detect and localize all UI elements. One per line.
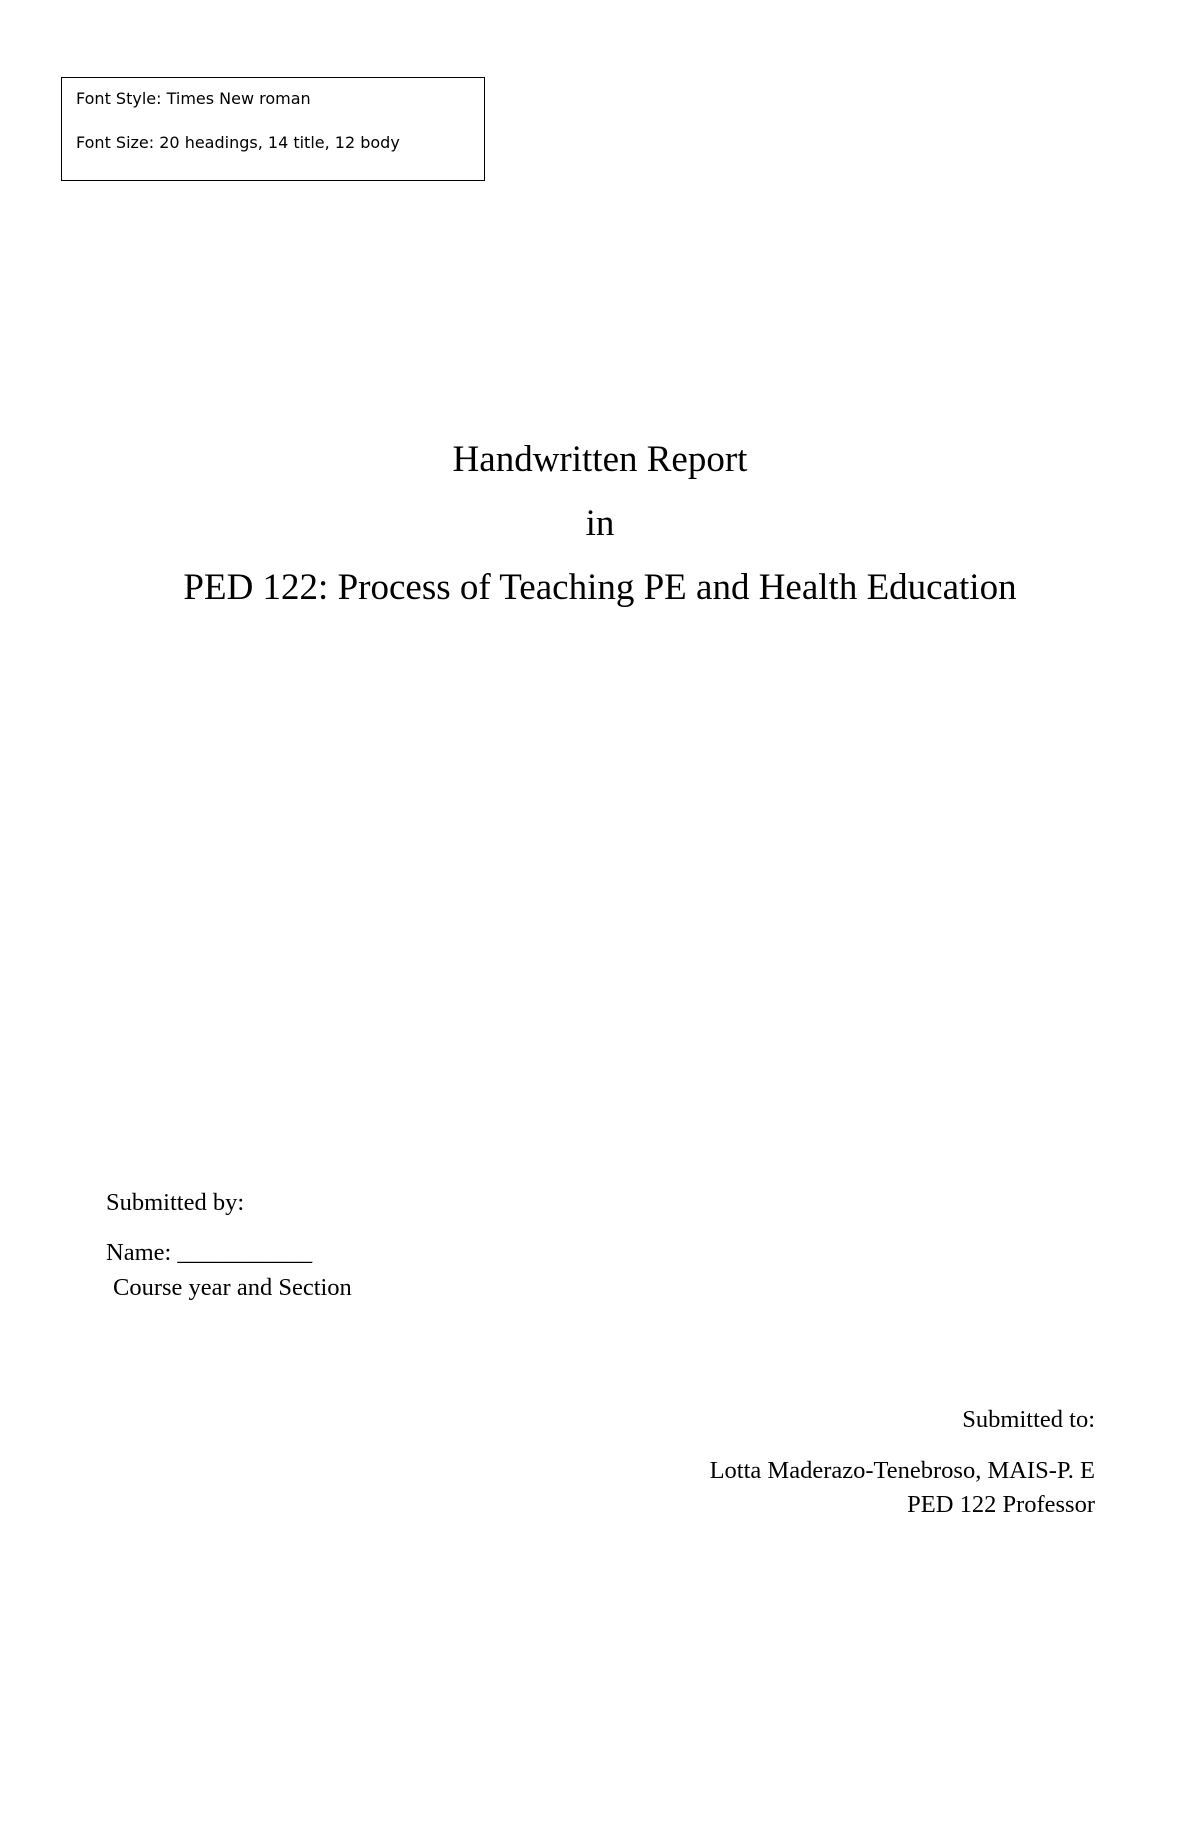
professor-name: Lotta Maderazo-Tenebroso, MAIS-P. E [709,1457,1095,1484]
title-line-course: PED 122: Process of Teaching PE and Health Education [183,567,1017,608]
course-year-section-line: Course year and Section [113,1274,352,1301]
submitted-to-label: Submitted to: [962,1406,1095,1433]
title-line-report: Handwritten Report [452,439,748,480]
font-size-note: Font Size: 20 headings, 14 title, 12 body [76,133,400,152]
title-line-in: in [585,503,615,544]
report-title [0,428,1200,620]
submitted-by-label: Submitted by: [106,1189,245,1216]
formatting-note-box [61,77,485,181]
student-name-line: Name: ___________ [106,1239,313,1266]
professor-role: PED 122 Professor [907,1491,1095,1518]
font-style-note: Font Style: Times New roman [76,89,311,108]
